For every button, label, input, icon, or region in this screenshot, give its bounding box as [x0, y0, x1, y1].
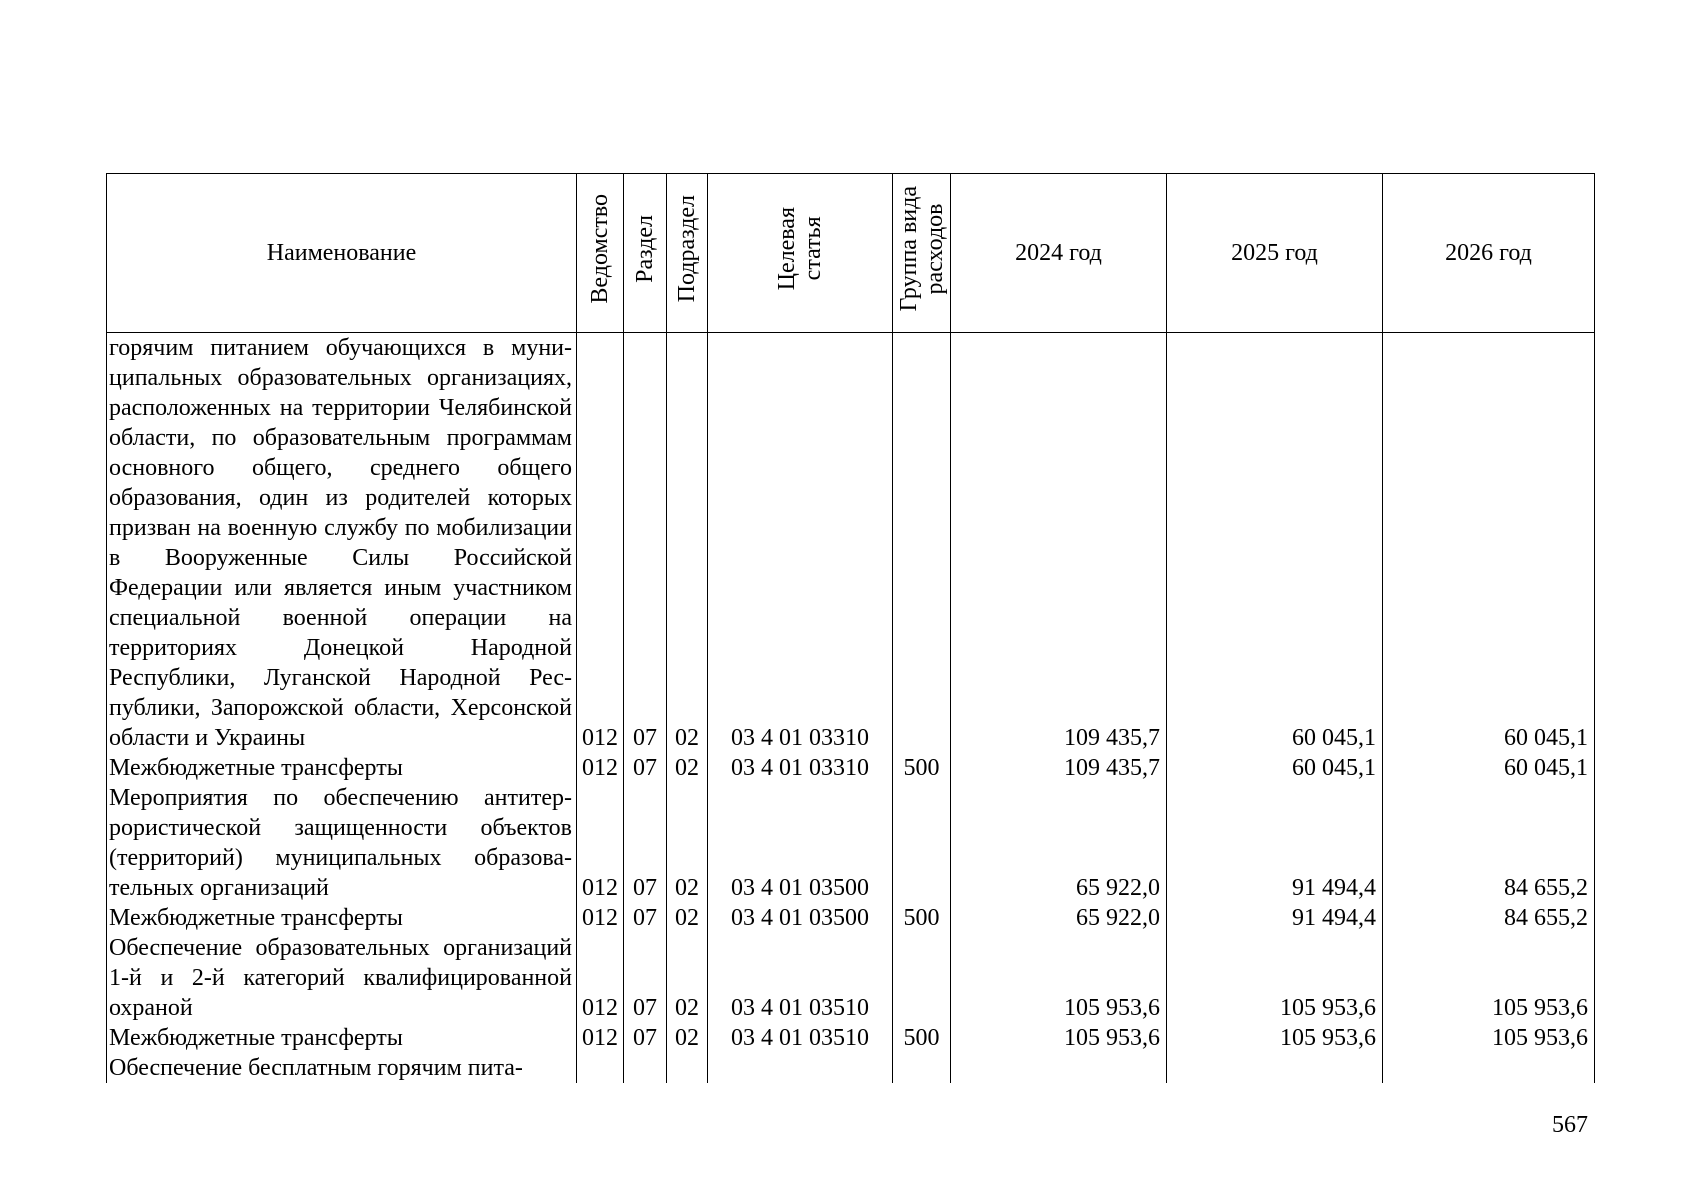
cell-name: горячим питанием обучающихся в муниципальных образовательных организациях, расположенных на территории Челябинской области, по образовательным программам основного общего, среднего общего образования, один из родителей которых призван на военную службу по мобилизации в Вооруженные Силы Российской Федерации или является иным участником специальной военной операции на территориях Донецкой Народной Республики, Луганской Народной Республики, Запорожской области, Херсонской области и Украины — [107, 333, 577, 754]
cell-celevaya: 03 4 01 03510 — [708, 1023, 893, 1053]
cell-podrazdel: 02 — [667, 753, 708, 783]
cell-2026: 60 045,1 — [1383, 333, 1595, 754]
cell-2025: 91 494,4 — [1167, 903, 1383, 933]
cell-razdel: 07 — [624, 783, 667, 903]
table-row — [107, 783, 1595, 903]
cell-2025: 60 045,1 — [1167, 333, 1383, 754]
cell-ved: 012 — [577, 903, 624, 933]
header-gruppa — [893, 174, 951, 333]
cell-2026: 84 655,2 — [1383, 903, 1595, 933]
cell-2026: 60 045,1 — [1383, 753, 1595, 783]
cell-2024: 109 435,7 — [951, 333, 1167, 754]
cell-celevaya: 03 4 01 03510 — [708, 933, 893, 1023]
cell-ved: 012 — [577, 333, 624, 754]
cell-ved: 012 — [577, 1023, 624, 1053]
header-gruppa-line1: Группа вида — [895, 186, 922, 312]
cell-2024: 105 953,6 — [951, 933, 1167, 1023]
cell-celevaya — [708, 1053, 893, 1083]
cell-gruppa — [893, 1053, 951, 1083]
cell-2024: 105 953,6 — [951, 1023, 1167, 1053]
header-ved: Ведомство — [577, 174, 624, 333]
cell-podrazdel: 02 — [667, 933, 708, 1023]
table-row — [107, 1053, 1595, 1083]
table-row — [107, 753, 1595, 783]
cell-gruppa — [893, 783, 951, 903]
cell-podrazdel — [667, 1053, 708, 1083]
cell-podrazdel: 02 — [667, 783, 708, 903]
cell-gruppa: 500 — [893, 753, 951, 783]
cell-name: Межбюджетные трансферты — [107, 903, 577, 933]
cell-2026: 84 655,2 — [1383, 783, 1595, 903]
cell-ved — [577, 1053, 624, 1083]
cell-name: Мероприятия по обеспечению антитеррористической защищенности объектов (территорий) муниципальных образовательных организаций — [107, 783, 577, 903]
cell-2026: 105 953,6 — [1383, 1023, 1595, 1053]
cell-gruppa: 500 — [893, 1023, 951, 1053]
cell-celevaya: 03 4 01 03500 — [708, 903, 893, 933]
cell-ved: 012 — [577, 783, 624, 903]
budget-table — [106, 173, 1595, 1083]
header-celevaya-line1: Целевая — [774, 207, 800, 291]
cell-2024: 65 922,0 — [951, 903, 1167, 933]
cell-celevaya: 03 4 01 03310 — [708, 753, 893, 783]
cell-name: Обеспечение образовательных организаций 1-й и 2-й категорий квалифицированной охраной — [107, 933, 577, 1023]
cell-razdel: 07 — [624, 933, 667, 1023]
page-number: 567 — [1552, 1112, 1588, 1138]
table-header-row — [107, 174, 1595, 333]
cell-ved: 012 — [577, 753, 624, 783]
header-razdel: Раздел — [624, 174, 667, 333]
header-gruppa-line2: расходов — [921, 203, 948, 295]
cell-celevaya: 03 4 01 03500 — [708, 783, 893, 903]
header-2026: 2026 год — [1383, 174, 1595, 333]
cell-razdel: 07 — [624, 1023, 667, 1053]
cell-2024: 109 435,7 — [951, 753, 1167, 783]
cell-razdel — [624, 1053, 667, 1083]
cell-2026: 105 953,6 — [1383, 933, 1595, 1023]
cell-2025: 105 953,6 — [1167, 933, 1383, 1023]
table-row — [107, 333, 1595, 754]
header-celevaya — [708, 174, 893, 333]
table-row — [107, 933, 1595, 1023]
header-name: Наименование — [107, 174, 577, 333]
cell-gruppa — [893, 933, 951, 1023]
cell-2025 — [1167, 1053, 1383, 1083]
cell-gruppa — [893, 333, 951, 754]
table-row — [107, 903, 1595, 933]
cell-2025: 91 494,4 — [1167, 783, 1383, 903]
cell-podrazdel: 02 — [667, 1023, 708, 1053]
cell-name: Межбюджетные трансферты — [107, 753, 577, 783]
cell-razdel: 07 — [624, 903, 667, 933]
cell-2026 — [1383, 1053, 1595, 1083]
cell-name: Обеспечение бесплатным горячим пита- — [107, 1053, 577, 1083]
cell-podrazdel: 02 — [667, 333, 708, 754]
cell-razdel: 07 — [624, 333, 667, 754]
header-2025: 2025 год — [1167, 174, 1383, 333]
cell-2025: 105 953,6 — [1167, 1023, 1383, 1053]
cell-2025: 60 045,1 — [1167, 753, 1383, 783]
table-row — [107, 1023, 1595, 1053]
cell-name: Межбюджетные трансферты — [107, 1023, 577, 1053]
cell-ved: 012 — [577, 933, 624, 1023]
header-podrazdel: Подраздел — [667, 174, 708, 333]
cell-celevaya: 03 4 01 03310 — [708, 333, 893, 754]
cell-razdel: 07 — [624, 753, 667, 783]
header-celevaya-line2: статья — [800, 217, 826, 281]
cell-2024: 65 922,0 — [951, 783, 1167, 903]
header-2024: 2024 год — [951, 174, 1167, 333]
cell-gruppa: 500 — [893, 903, 951, 933]
cell-2024 — [951, 1053, 1167, 1083]
cell-podrazdel: 02 — [667, 903, 708, 933]
